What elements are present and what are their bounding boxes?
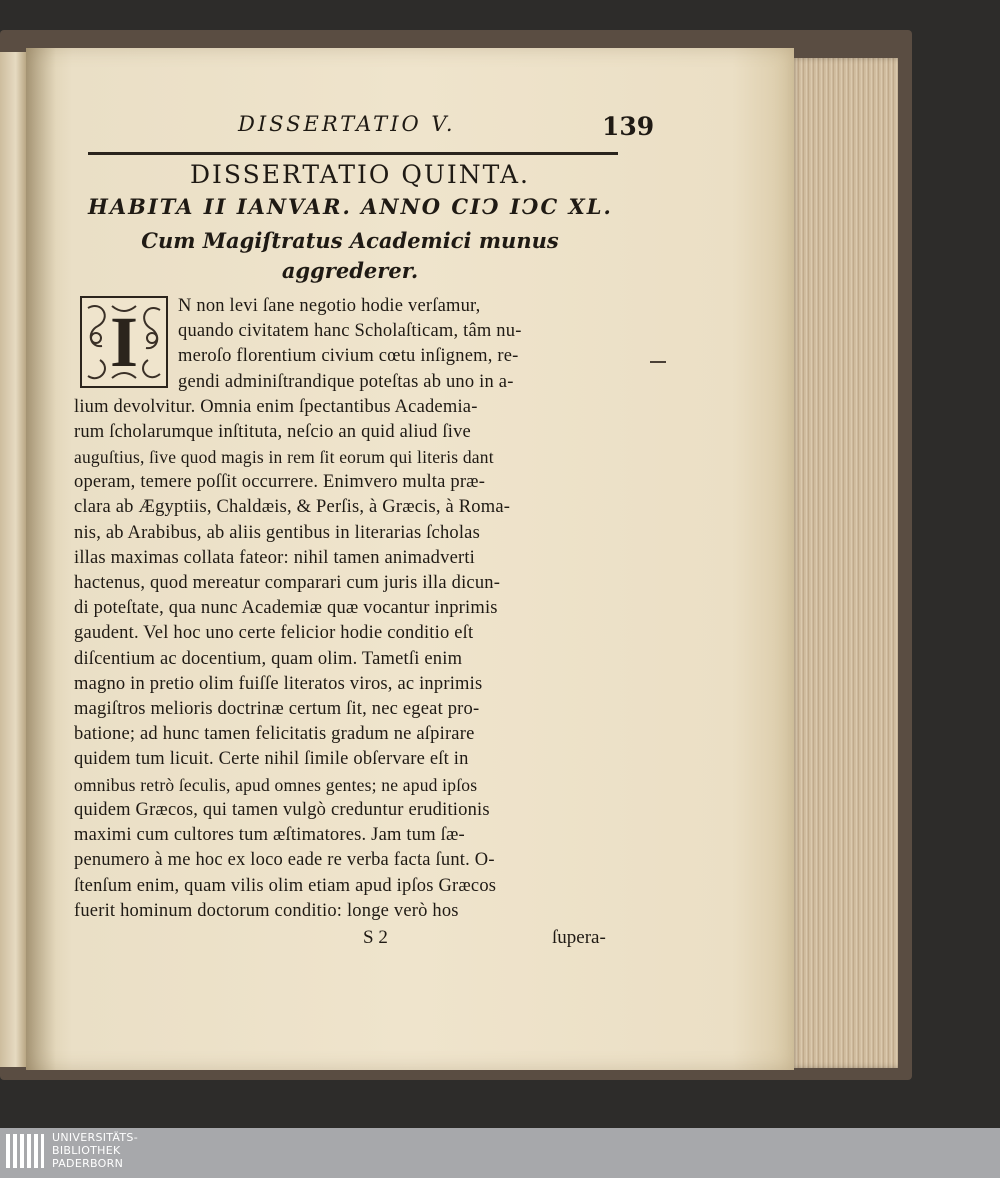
text-line: hactenus, quod mereatur comparari cum juris illa dicun- <box>74 573 501 593</box>
page-number: 139 <box>602 112 655 141</box>
initial-letter: I <box>109 302 139 382</box>
text-line: clara ab Ægyptiis, Chaldæis, & Perſis, à Græcis, à Roma- <box>74 497 511 517</box>
text-line: di poteſtate, qua nunc Academiæ quæ vocantur inprimis <box>74 598 498 618</box>
library-name-line: BIBLIOTHEK <box>52 1144 121 1157</box>
page-title: DISSERTATIO QUINTA. <box>190 160 530 189</box>
text-line: magiſtros melioris doctrinæ certum ſit, nec egeat pro- <box>74 699 480 719</box>
text-line: quidem tum licuit. Certe nihil ſimile obſervare eſt in <box>74 749 469 769</box>
running-head: DISSERTATIO V. <box>238 112 456 136</box>
left-page-edge <box>0 52 27 1067</box>
text-line: diſcentium ac docentium, quam olim. Tametſi enim <box>74 649 463 669</box>
library-name-line: PADERBORN <box>52 1157 124 1170</box>
library-logo-icon <box>6 1132 46 1174</box>
text-line: auguſtius, ſive quod magis in rem ſit eorum qui literis dant <box>74 447 494 467</box>
text-line: batione; ad hunc tamen felicitatis gradum ne aſpirare <box>74 724 475 744</box>
text-line: quando civitatem hanc Scholaſticam, tâm nu- <box>178 321 522 341</box>
text-line: nis, ab Arabibus, ab aliis gentibus in literarias ſcholas <box>74 523 480 543</box>
catchword: ſupera- <box>552 927 606 948</box>
header-rule <box>88 152 618 155</box>
text-line: illas maximas collata fateor: nihil tamen animadverti <box>74 548 476 568</box>
library-name-line: UNIVERSITÄTS- <box>52 1131 138 1144</box>
text-line: meroſo florentium civium cœtu inſignem, re- <box>178 346 519 366</box>
text-line: magno in pretio olim fuiſſe literatos viros, ac inprimis <box>74 674 483 694</box>
text-line: gendi adminiſtrandique poteſtas ab uno in a- <box>178 372 514 392</box>
page-block-edges <box>790 58 898 1068</box>
subtitle-occasion: Cum Magiſtratus Academici munus <box>141 228 559 253</box>
text-line: N non levi ſane negotio hodie verſamur, <box>178 296 481 316</box>
text-line: operam, temere poſſit occurrere. Enimvero multa præ- <box>74 472 486 492</box>
margin-dash <box>650 361 666 363</box>
text-line: quidem Græcos, qui tamen vulgò creduntur eruditionis <box>74 800 490 820</box>
library-footer <box>0 1128 1000 1178</box>
text-line: maximi cum cultores tum æſtimatores. Jam tum ſæ- <box>74 825 465 845</box>
text-line: gaudent. Vel hoc uno certe felicior hodie conditio eſt <box>74 623 474 643</box>
text-line: omnibus retrò ſeculis, apud omnes gentes; ne apud ipſos <box>74 775 478 795</box>
gutter-shadow <box>26 48 56 1070</box>
text-line: ſtenſum enim, quam vilis olim etiam apud ipſos Græcos <box>74 876 497 896</box>
subtitle-occasion-end: aggrederer. <box>281 258 419 283</box>
text-line: lium devolvitur. Omnia enim ſpectantibus Academia- <box>74 397 478 417</box>
text-line: fuerit hominum doctorum conditio: longe verò hos <box>74 901 459 921</box>
text-line: rum ſcholarumque inſtituta, neſcio an quid aliud ſive <box>74 422 471 442</box>
signature-mark: S 2 <box>363 927 388 948</box>
subtitle-date: HABITA II IANVAR. ANNO CIↃ IↃC XL. <box>88 194 613 219</box>
library-name <box>52 1131 138 1170</box>
text-line: penumero à me hoc ex loco eade re verba facta ſunt. O- <box>74 850 495 870</box>
decorated-initial <box>80 296 168 388</box>
